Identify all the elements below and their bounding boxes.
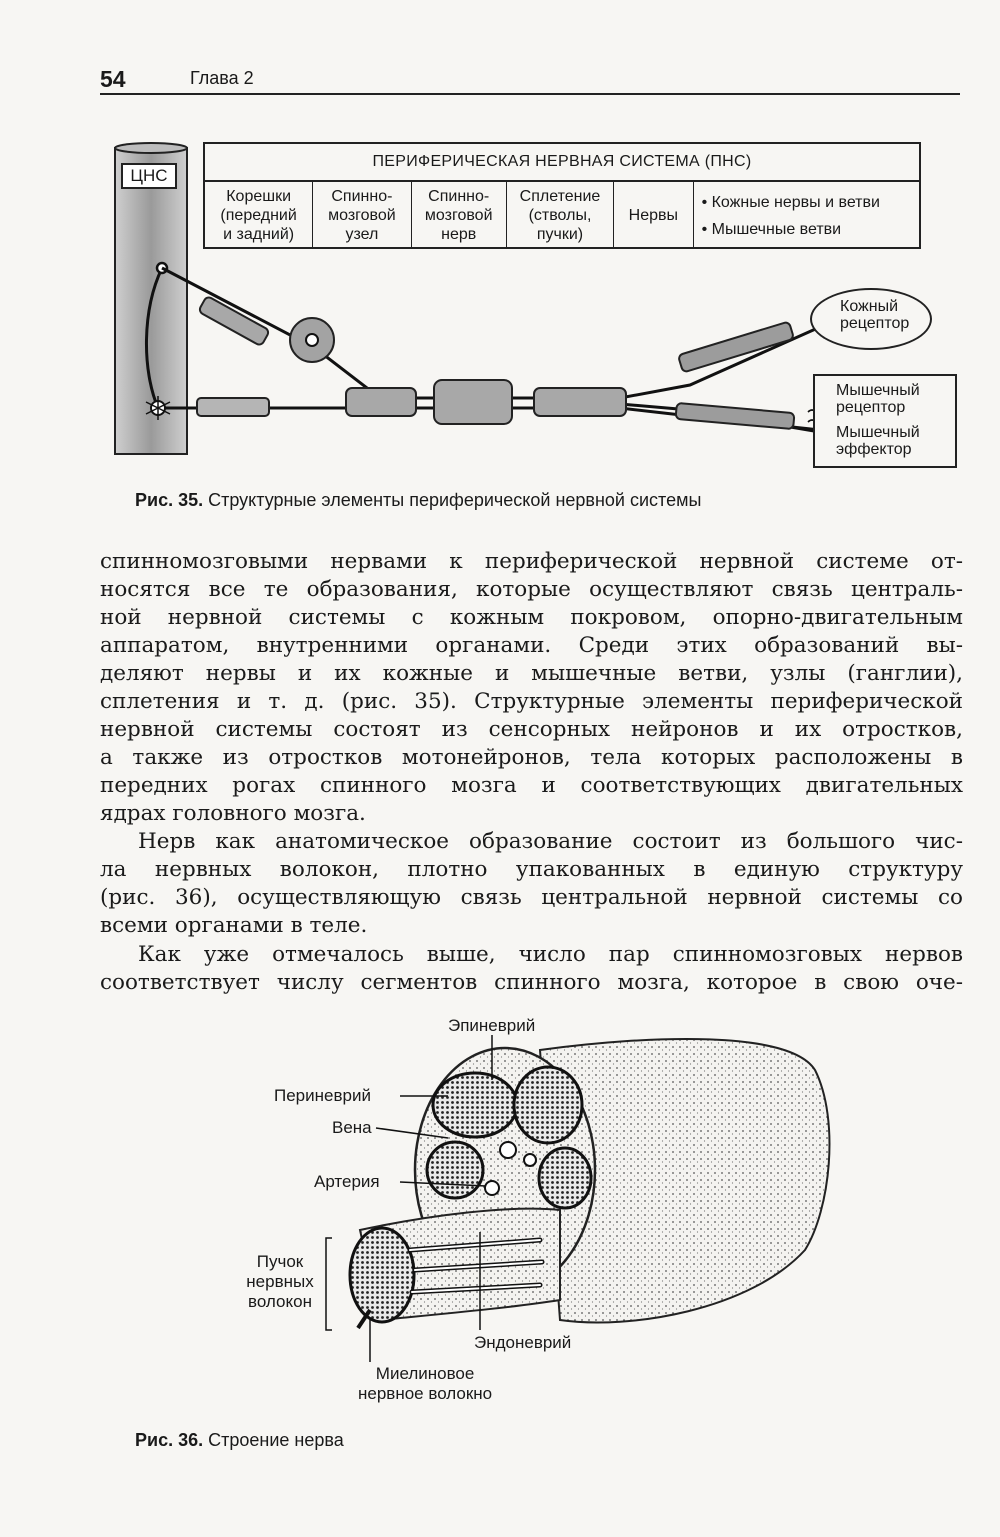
pns-col-nerves: Нервы	[614, 182, 693, 249]
paragraph-1: спинномозговыми нервами к периферической нервной системе от- носятся все те образования, которые осуществляют связь централь- ной нервной системы с кожным покровом, опорно-двигательным аппаратом, внутренними органами. Среди этих образований вы- деляют нервы и их кожные и мышечные ветви, узлы (ганглии), сплетения и т. д. (рис. 35). Структурные элементы периферической нервной системы состоят из сенсорных нейронов и их отростков, а также из отростков мотонейронов, тела которых расположены в передних рогах спинного мозга и соответствующих двигательных ядрах головного мозга.	[100, 549, 963, 826]
plexus	[534, 388, 626, 416]
skin-receptor-label: Кожный рецептор	[840, 298, 910, 332]
pns-col-roots: Корешки (передний и задний)	[205, 182, 313, 249]
chapter-title: Глава 2	[190, 68, 254, 88]
figure-36-caption-label: Рис. 36.	[135, 1430, 204, 1450]
figure-35-caption-text: Структурные элементы периферической нервной системы	[208, 490, 702, 510]
cns-label: ЦНС	[121, 163, 177, 189]
figure-35-caption-label: Рис. 35.	[135, 490, 204, 510]
figure-35-caption	[135, 490, 701, 511]
fascicle-cross-section	[350, 1228, 414, 1322]
label-myelinated-fiber: Миелиновое нервное волокно	[358, 1364, 493, 1403]
pns-table-title: ПЕРИФЕРИЧЕСКАЯ НЕРВНАЯ СИСТЕМА (ПНС)	[205, 144, 919, 182]
label-artery: Артерия	[314, 1172, 380, 1191]
header-rule	[100, 93, 960, 95]
page-number: 54	[100, 66, 126, 92]
pns-col-ganglion: Спинно- мозговой узел	[313, 182, 411, 249]
muscle-effector-label: Мышечный эффектор	[836, 424, 920, 458]
label-epineurium: Эпиневрий	[448, 1016, 536, 1035]
label-vein: Вена	[332, 1118, 372, 1137]
paragraph-2: Нерв как анатомическое образование состоит из большого чис- ла нервных волокон, плотно упакованных в единую структуру (рис. 36), осуществляющую связь центральной нервной системы со всеми органами в теле.	[100, 829, 963, 938]
label-fascicle: Пучок нервных волокон	[246, 1252, 314, 1311]
spinal-nerve	[434, 380, 512, 424]
label-perineurium: Периневрий	[274, 1086, 371, 1105]
figure-36	[230, 1010, 850, 1410]
pns-table	[203, 142, 921, 249]
figure-35	[100, 140, 960, 470]
pns-col-spinal-nerve: Спинно- мозговой нерв	[412, 182, 507, 249]
pns-col-plexus: Сплетение (стволы, пучки)	[507, 182, 614, 249]
figure-36-caption	[135, 1430, 344, 1451]
figure-36-caption-text: Строение нерва	[208, 1430, 344, 1450]
pns-col-branches: • Кожные нервы и ветви • Мышечные ветви	[701, 193, 880, 238]
paragraph-3: Как уже отмечалось выше, число пар спинномозговых нервов соответствует числу сегментов спинного мозга, которое в свою оче-	[100, 942, 963, 995]
muscle-receptor-label: Мышечный рецептор	[836, 382, 920, 416]
label-endoneurium: Эндоневрий	[474, 1333, 572, 1352]
